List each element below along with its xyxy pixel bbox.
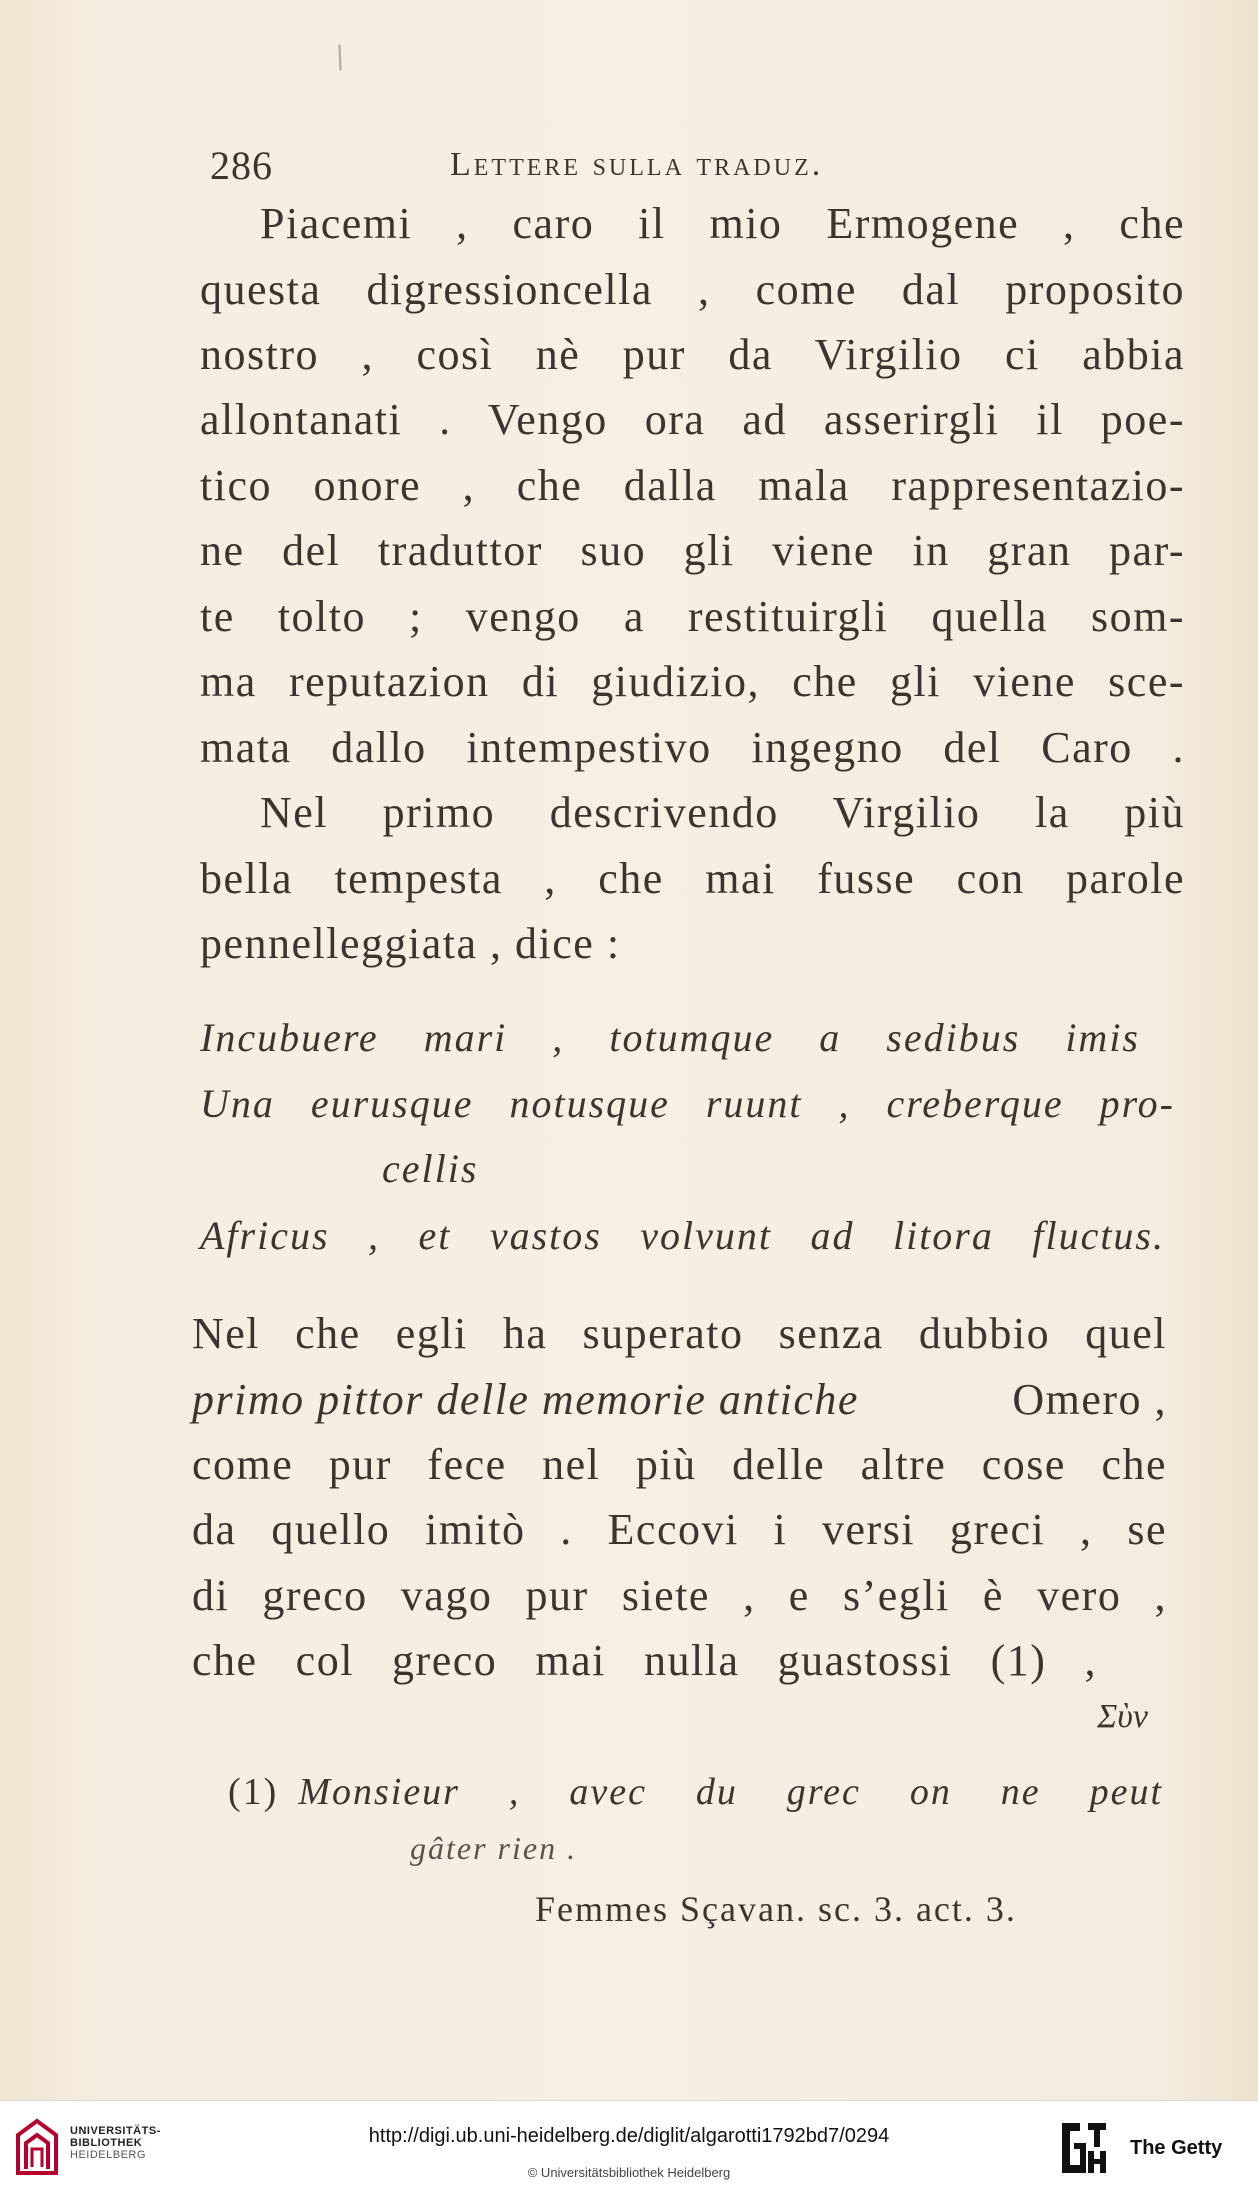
text-line: Piacemi , caro il mio Ermogene , che (260, 199, 1185, 248)
text-line: questa digressioncella , come dal proposito (200, 265, 1185, 314)
text-line: ne del traduttor suo gli viene in gran par- (200, 526, 1185, 575)
permalink[interactable]: http://digi.ub.uni-heidelberg.de/diglit/algarotti1792bd7/0294 (368, 2125, 890, 2147)
library-name-line: HEIDELBERG (70, 2149, 146, 2161)
page-header (210, 142, 1138, 190)
footer-bar (0, 2100, 1258, 2197)
verse-line: Incubuere mari , totumque a sedibus imis (200, 1015, 1140, 1060)
text-line: pennelleggiata , dice : (200, 919, 621, 968)
text-line: che col greco mai nulla guastossi (1) , (192, 1636, 1097, 1685)
footnote (228, 1770, 1163, 1814)
text-line: bella tempesta , che mai fusse con parole (200, 854, 1185, 903)
text-line: tico onore , che dalla mala rappresentazio- (200, 461, 1185, 510)
running-head: Lettere sulla traduz. (450, 146, 824, 183)
text-line: te tolto ; vengo a restituirgli quella som- (200, 592, 1185, 641)
text-line: Nel primo descrivendo Virgilio la più (260, 788, 1185, 837)
text-line: di greco vago pur siete , e s’egli è vero , (192, 1571, 1167, 1620)
text-line: Nel che egli ha superato senza dubbio quel (192, 1309, 1167, 1358)
library-name-line: BIBLIOTHEK (70, 2137, 143, 2149)
text-line (192, 1374, 1167, 1425)
page-number: 286 (210, 143, 273, 188)
getty-logo-icon (1058, 2119, 1110, 2177)
footnote-marker: (1) (228, 1771, 279, 1813)
copyright-notice: © Universitätsbibliothek Heidelberg (527, 2165, 731, 2180)
verse-line: Africus , et vastos volvunt ad litora fluctus. (200, 1213, 1165, 1258)
footnote-line: Monsieur , avec du grec on ne peut (298, 1771, 1163, 1813)
text-fragment: Omero , (1012, 1375, 1167, 1424)
italic-phrase: primo pittor delle memorie antiche (192, 1375, 859, 1424)
library-name-line: UNIVERSITÄTS- (70, 2125, 161, 2137)
text-line: mata dallo intempestivo ingegno del Caro . (200, 723, 1185, 772)
text-line: ma reputazion di giudizio, che gli viene sce- (200, 657, 1185, 706)
text-line: nostro , così nè pur da Virgilio ci abbia (200, 330, 1185, 379)
footnote-source: Femmes Sçavan. sc. 3. act. 3. (535, 1889, 1017, 1929)
text-line: come pur fece nel più delle altre cose che (192, 1440, 1167, 1489)
pencil-tick-mark: / (329, 39, 351, 76)
text-line: allontanati . Vengo ora ad asserirgli il poe- (200, 395, 1185, 444)
getty-name: The Getty (1130, 2137, 1223, 2159)
text-line: da quello imitò . Eccovi i versi greci , se (192, 1505, 1167, 1554)
footnote-line: gâter rien . (410, 1830, 578, 1866)
verse-line: Una eurusque notusque ruunt , creberque pro- (200, 1081, 1175, 1126)
catchword: Σὺν (1097, 1698, 1148, 1735)
verse-line: cellis (382, 1146, 479, 1191)
